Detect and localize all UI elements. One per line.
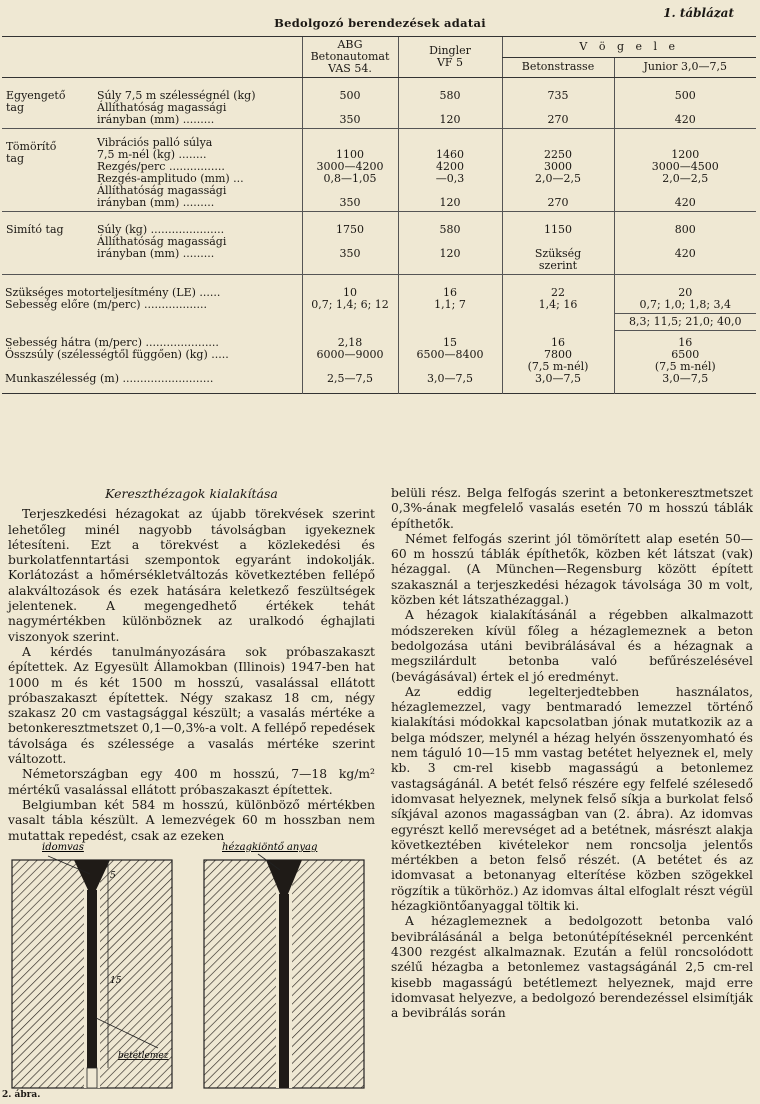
cell-dingler: 580 120 xyxy=(398,78,502,129)
article-right-column xyxy=(391,486,753,1021)
col-header-junior: Junior 3,0—7,5 xyxy=(614,57,756,78)
paragraph: A hézaglemeznek a bedolgozott betonba való bevibrálásánál a belga betonútépítéseknél percenként 4300 rezgést alkalmaznak. Ezután a felül roncsolódott szélű hézagba a betonlemez vastagságánál 2,5 cm-rel kisebb magasságú betétlemezt helyeznek, majd erre idomvasat helyezve, a bedolgozó berendezéssel elsimítják a bevibrálás során xyxy=(391,914,753,1021)
row-labels: Súly 7,5 m szélességnél (kg) Állíthatóság magassági irányban (mm) ......... xyxy=(94,78,302,129)
paragraph: Német felfogás szerint jól tömörített alap esetén 50—60 m hosszú táblák építhetők, közben két látszat (vak) hézaggal. (A München—Regensburg között épített szakasznál a terjeszkedési hézagok távolsága 30 m volt, közben két látszathézaggal.) xyxy=(391,531,753,608)
paragraph: Németországban egy 400 m hosszú, 7—18 kg/m² mértékű vasalással ellátott próbaszakaszt építettek. xyxy=(8,767,375,797)
article-left-column xyxy=(8,486,375,844)
table-row-back-weight-width xyxy=(2,331,756,394)
group-label: Tömörítő tag xyxy=(2,129,94,212)
row-labels: Vibrációs palló súlya 7,5 m-nél (kg) ........ Rezgés/perc ................ Rezgés-amplitudo (mm) ... Állíthatóság magassági irányban (mm) ......... xyxy=(94,129,302,212)
label-dim-15: 15 xyxy=(110,976,122,986)
cell-betonstrasse: 1150 Szükség szerint xyxy=(502,212,614,275)
cell-dingler: 580 120 xyxy=(398,212,502,275)
cell-abg: 1100 3000—4200 0,8—1,05 350 xyxy=(302,129,398,212)
paragraph: Belgiumban két 584 m hosszú, különböző mértékben vasalt tábla készült. A lemezvégek 60 m hosszban nem mutattak repedést, csak az ezeken xyxy=(8,797,375,843)
cell-abg: 500 350 xyxy=(302,78,398,129)
label-betetlemez: betétlemez xyxy=(118,1051,169,1061)
col-header-betonstrasse: Betonstrasse xyxy=(502,57,614,78)
label-dim-5: 5 xyxy=(110,871,116,881)
cell-betonstrasse: 16 7800 (7,5 m-nél) 3,0—7,5 xyxy=(502,331,614,394)
cell-junior: 16 6500 (7,5 m-nél) 3,0—7,5 xyxy=(614,331,756,394)
table-row-group-simito xyxy=(2,212,756,275)
paragraph: Az eddig legelterjedtebben használatos, hézaglemezzel, vagy bentmaradó lemezzel történő kialakítási módokkal kapcsolatban jónak mutatkozik az a belga módszer, melynél a hézag helyén összenyomható és nem táguló 10—15 mm vastag betétet helyeznek el, mely kb. 3 cm-rel kisebb magasságú a betonlemez vastagságánál. A betét felső részére egy felfelé szélesedő idomvasat helyeznek, melynek felső síkja a burkolat felső síkjával azonos magasságban van (2. ábra). Az idomvas egyrészt kellő merevséget ad a betétnek, másrészt alakja következtében kivételekor nem roncsolja jelentős mértékben a beton felső részét. (A betétet és az idomvasat a betonanyag elterítése közben szögekkel rögzítik a tükörhöz.) Az idomvas által elfoglalt részt végül hézagkiöntőanyaggal töltik ki. xyxy=(391,684,753,914)
joint-cross-section-figure xyxy=(8,838,368,1100)
table-header-row-1 xyxy=(2,37,756,58)
cell-betonstrasse: 22 1,4; 16 xyxy=(502,275,614,314)
table-row-group-tomorito xyxy=(2,129,756,212)
paragraph: A hézagok kialakításánál a régebben alkalmazott módszereken kívül főleg a hézaglemeznek a beton bedolgozása utáni bevibrálásával és a hézagnak a megszilárdult betonba való befűrészelésével (bevágásával) értek el jó eredményt. xyxy=(391,608,753,684)
col-header-vogele: V ö g e l e xyxy=(502,37,756,58)
table-row-group-egyengeto xyxy=(2,78,756,129)
figure-caption: 2. ábra. xyxy=(2,1090,41,1100)
page-title: Bedolgozó berendezések adatai xyxy=(274,16,486,30)
cell-abg: 10 0,7; 1,4; 6; 12 xyxy=(302,275,398,314)
col-header-abg: ABG Betonautomat VAS 54. xyxy=(302,37,398,78)
section-title: Kereszthézagok kialakítása xyxy=(105,486,278,501)
paragraph: belüli rész. Belga felfogás szerint a betonkeresztmetszet 0,3%-ának megfelelő vasalás esetén 70 m hosszú táblák építhetők. xyxy=(391,486,753,531)
group-label: Egyengető tag xyxy=(2,78,94,129)
paragraph: Terjeszkedési hézagokat az újabb törekvések szerint lehetőleg minél nagyobb távolságban igyekeznek létesíteni. Ezt a törekvést a közlekedési és burkolatfenntartási szempontok egyaránt indokolják. Korlátozást a hőmérsékletváltozás következtében fellépő alakváltozások és ezek hatására keletkező feszültségek jelentenek. A megengedhető értékek tehát nagymértékben különböznek az uralkodó éghajlati viszonyok szerint. xyxy=(8,507,375,644)
cell-betonstrasse: 2250 3000 2,0—2,5 270 xyxy=(502,129,614,212)
cell-junior: 20 0,7; 1,0; 1,8; 3,4 xyxy=(614,275,756,314)
table-number: 1. táblázat xyxy=(663,6,734,20)
right-joint-diagram xyxy=(204,842,364,1088)
row-labels: Sebesség hátra (m/perc) ..................... Összsúly (szélességtől függően) (kg) ..... Munkaszélesség (m) .......................... xyxy=(5,335,229,385)
cell-junior: 500 420 xyxy=(614,78,756,129)
cell-dingler: 1460 4200 —0,3 120 xyxy=(398,129,502,212)
label-hezagkionto-anyag: hézagkiöntő anyag xyxy=(222,842,318,853)
table-row-junior-extra xyxy=(2,314,756,331)
label-idomvas: idomvas xyxy=(42,842,84,853)
cell-abg: 2,18 6000—9000 2,5—7,5 xyxy=(302,331,398,394)
col-header-dingler: Dingler VF 5 xyxy=(398,37,502,78)
cell-dingler: 15 6500—8400 3,0—7,5 xyxy=(398,331,502,394)
equipment-data-table xyxy=(2,36,756,394)
cell-dingler: 16 1,1; 7 xyxy=(398,275,502,314)
left-joint-diagram xyxy=(12,842,172,1088)
row-labels: Súly (kg) ..................... Állíthatóság magassági irányban (mm) ......... xyxy=(94,212,302,275)
paragraph: A kérdés tanulmányozására sok próbaszakaszt építettek. Az Egyesült Államokban (Illinois) 1947-ben hat 1000 m és két 1500 m hosszú, vasalással ellátott próbaszakaszt építettek. Négy szakasz 18 cm, négy szakasz 20 cm vastagsággal készült; a vasalás mértéke a betonkeresztmetszet 0,1—0,3%-a volt. A fellépő repedések távolsága és szélessége a vasalás mértéke szerint változott. xyxy=(8,644,375,767)
cell-betonstrasse: 735 270 xyxy=(502,78,614,129)
table-row-motor-speed xyxy=(2,275,756,314)
cell-abg: 1750 350 xyxy=(302,212,398,275)
cell-junior-extra-speeds: 8,3; 11,5; 21,0; 40,0 xyxy=(614,314,756,331)
cell-junior: 1200 3000—4500 2,0—2,5 420 xyxy=(614,129,756,212)
cell-junior: 800 420 xyxy=(614,212,756,275)
group-label: Simító tag xyxy=(2,212,94,275)
row-labels: Szükséges motorteljesítmény (LE) ...... Sebesség előre (m/perc) .................. xyxy=(5,286,221,311)
